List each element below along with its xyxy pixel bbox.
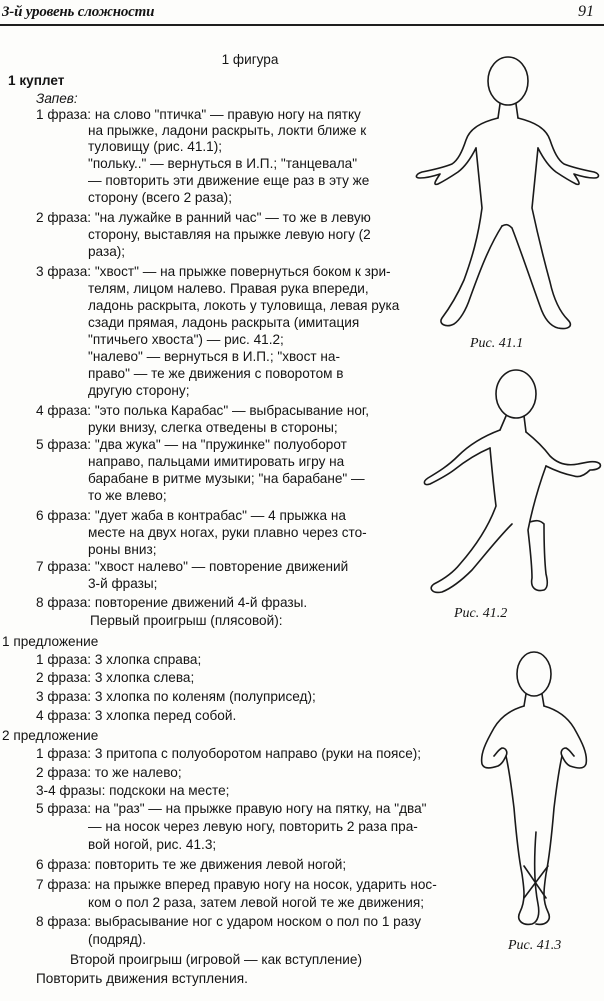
text-line: направо, пальцами имитировать игру на (88, 454, 345, 469)
figure-41-3 (472, 648, 602, 938)
text-line: сторону (всего 2 раза); (88, 190, 232, 205)
text-line: Повторить движения вступления. (36, 971, 248, 986)
text-line: — повторить эти движение еще раз в эту же (88, 173, 370, 188)
text-line: месте на двух ногах, руки плавно через сто- (88, 525, 367, 540)
text-line: 2 предложение (2, 728, 99, 743)
text-line: 4 фраза: 3 хлопка перед собой. (36, 708, 237, 723)
figure-41-1 (412, 48, 602, 338)
text-line: "польку.." — вернуться в И.П.; "танцевала" (88, 156, 358, 171)
text-line: вой ногой, рис. 41.3; (88, 837, 217, 852)
figure-41-2-caption: Рис. 41.2 (454, 606, 508, 621)
text-line: 1 фраза: 3 хлопка справа; (36, 652, 202, 667)
text-line: 6 фраза: "дует жаба в контрабас" — 4 прыжка на (36, 508, 346, 523)
text-line: барабане в ритме музыки; "на барабане" — (88, 471, 365, 486)
figure-41-3-caption: Рис. 41.3 (508, 938, 562, 953)
text-line: Второй проигрыш (игровой — как вступление) (70, 952, 362, 967)
text-line: 3-4 фразы: подскоки на месте; (36, 783, 230, 798)
text-line: право" — те же движения с поворотом в (88, 366, 344, 381)
text-line: 6 фраза: повторить те же движения левой ногой; (36, 857, 347, 872)
text-line: "налево" — вернуться в И.П.; "хвост на- (88, 349, 341, 364)
text-line: 4 фраза: "это полька Карабас" — выбрасывание ног, (36, 403, 370, 418)
text-line: 8 фраза: повторение движений 4-й фразы. (36, 595, 308, 610)
text-line: 1 фраза: 3 притопа с полуоборотом направо (руки на поясе); (36, 746, 422, 761)
text-line: то же влево; (88, 488, 167, 503)
text-line: 5 фраза: "два жука" — на "пружинке" полуоборот (36, 437, 347, 452)
chapter-title: 3-й уровень сложности (2, 4, 155, 20)
text-line: руки внизу, слегка отведены в стороны; (88, 420, 338, 435)
text-line: 8 фраза: выбрасывание ног с ударом носком о пол по 1 разу (36, 914, 422, 929)
text-line: 7 фраза: на прыжке вперед правую ногу на носок, ударить нос- (36, 877, 437, 892)
text-line: роны вниз; (88, 542, 157, 557)
text-line: другую сторону; (88, 383, 190, 398)
text-line: 5 фраза: на "раз" — на прыжке правую ногу на пятку, на "два" (36, 801, 427, 816)
text-line: 1 фигура (221, 52, 279, 67)
text-line: — на носок через левую ногу, повторить 2 раза пра- (88, 819, 418, 834)
text-line: 3 фраза: 3 хлопка по коленям (полуприсед); (36, 689, 316, 704)
text-line: сзади прямая, ладонь раскрыта (имитация (88, 315, 360, 330)
figure-41-2 (420, 360, 602, 600)
text-line: 2 фраза: то же налево; (36, 765, 182, 780)
text-line: 1 куплет (8, 73, 65, 88)
text-line: сторону, выставляя на прыжке левую ногу (2 (88, 227, 371, 242)
text-line: телям, лицом налево. Правая рука впереди, (88, 281, 369, 296)
text-line: 7 фраза: "хвост налево" — повторение движений (36, 559, 349, 574)
text-line: 1 предложение (2, 634, 99, 649)
figure-41-1-caption: Рис. 41.1 (470, 336, 524, 351)
text-line: (подряд). (88, 932, 147, 947)
text-line: на прыжке, ладони раскрыть, локти ближе к (88, 123, 367, 138)
text-line: ком о пол 2 раза, затем левой ногой те же движения; (88, 895, 424, 910)
text-line: раза); (88, 244, 126, 259)
text-line: 2 фраза: "на лужайке в ранний час" — то же в левую (36, 210, 371, 225)
text-line: туловищу (рис. 41.1); (88, 139, 223, 154)
text-line: 1 фраза: на слово "птичка" — правую ногу на пятку (36, 107, 361, 122)
page-number: 91 (578, 3, 594, 20)
text-line: "птичьего хвоста") — рис. 41.2; (88, 332, 284, 347)
text-line: Первый проигрыш (плясовой): (90, 613, 283, 628)
text-line: 3-й фразы; (88, 576, 158, 591)
text-line: ладонь раскрыта, локоть у туловища, левая рука (88, 298, 400, 313)
text-line: 2 фраза: 3 хлопка слева; (36, 670, 195, 685)
text-line: Запев: (36, 91, 78, 106)
text-line: 3 фраза: "хвост" — на прыжке повернуться боком к зри- (36, 264, 391, 279)
